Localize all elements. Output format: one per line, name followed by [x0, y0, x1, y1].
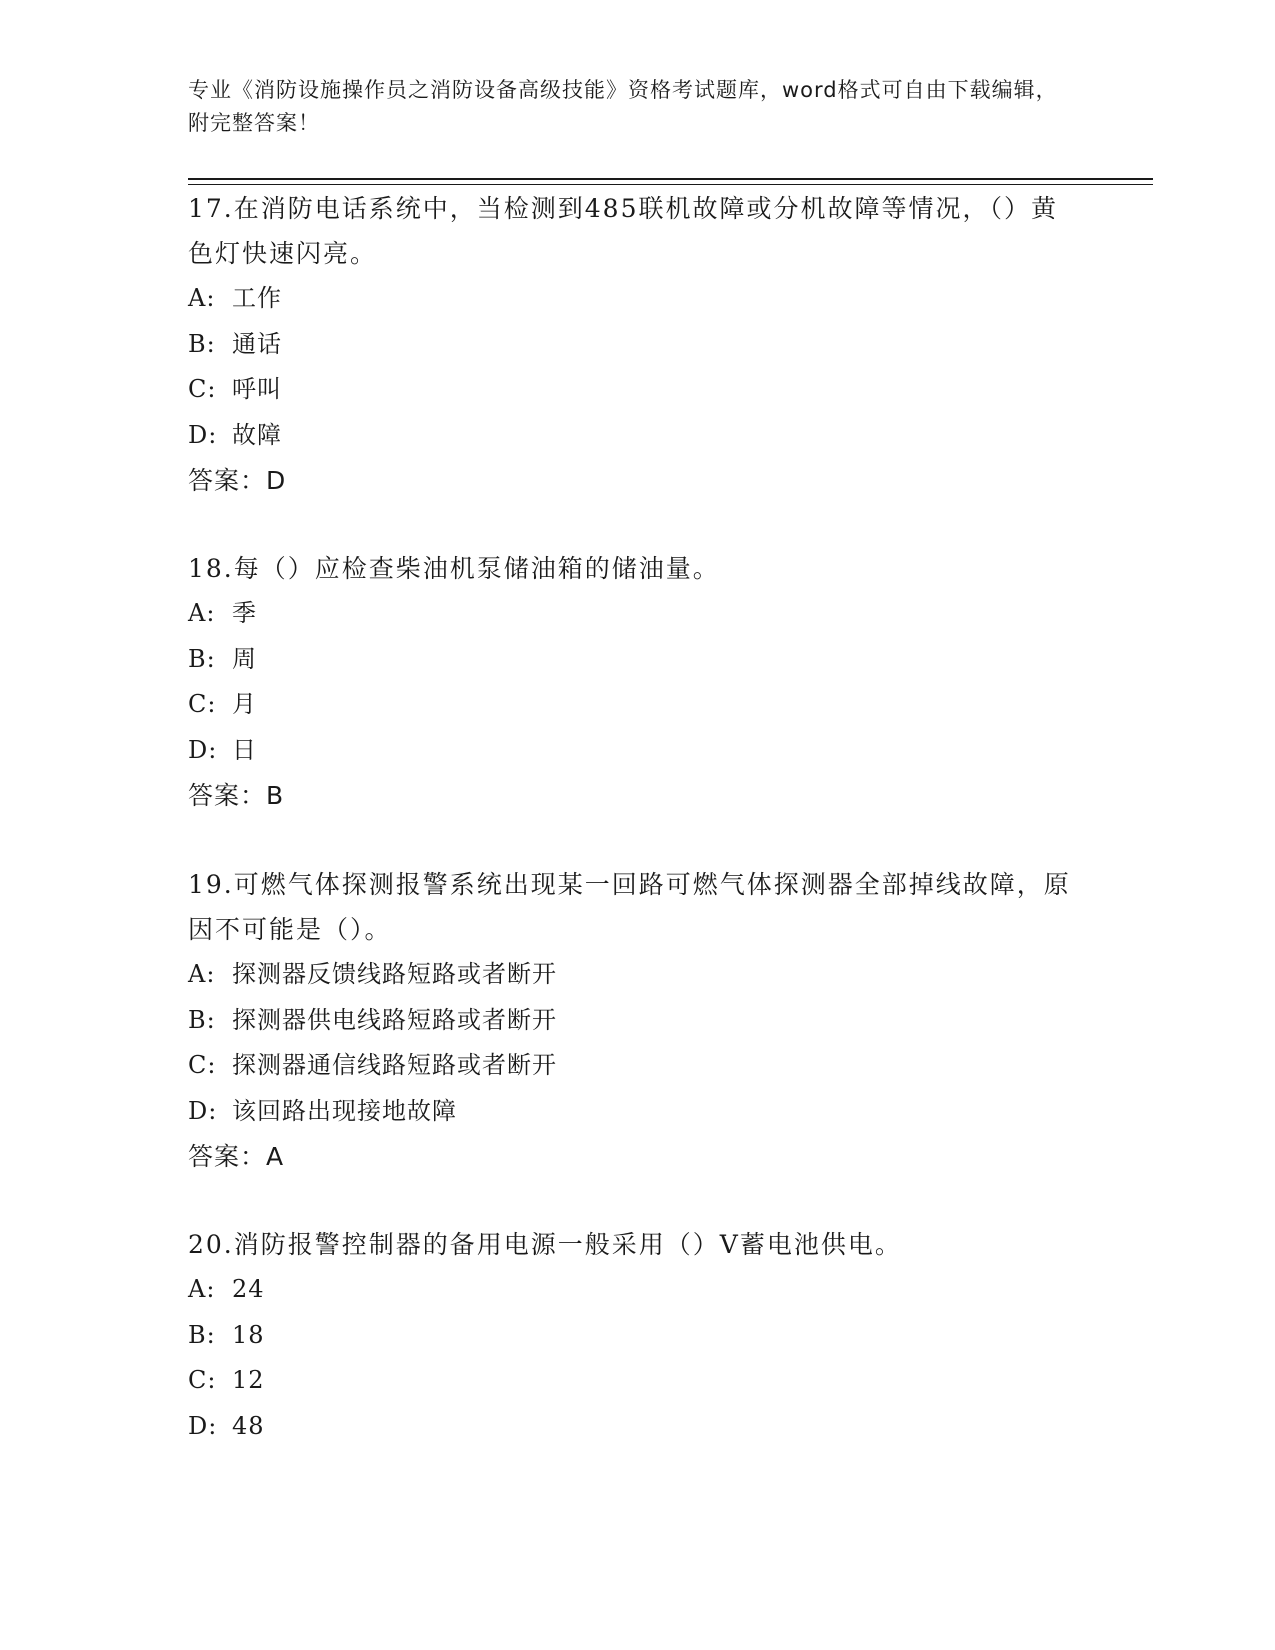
option-letter: A:	[188, 960, 216, 988]
document-header: 专业《消防设施操作员之消防设备高级技能》资格考试题库，word格式可自由下载编辑，附完整答案！	[188, 78, 1058, 135]
option-b	[188, 1313, 1078, 1359]
option-text: 通话	[232, 329, 282, 358]
question-19	[188, 862, 1078, 1179]
option-a	[188, 276, 1078, 322]
option-text: 故障	[232, 420, 282, 449]
question-stem: 19.可燃气体探测报警系统出现某一回路可燃气体探测器全部掉线故障，原因不可能是（）。	[188, 870, 1071, 944]
option-text: 24	[232, 1275, 265, 1303]
option-d	[188, 1404, 1078, 1450]
option-c	[188, 1358, 1078, 1404]
option-a	[188, 1267, 1078, 1313]
option-letter: A:	[188, 1275, 216, 1303]
question-18	[188, 546, 1078, 818]
option-b	[188, 998, 1078, 1044]
option-c	[188, 1043, 1078, 1089]
option-text: 季	[232, 599, 257, 627]
option-letter: D:	[188, 735, 218, 764]
question-stem: 20.消防报警控制器的备用电源一般采用（）V蓄电池供电。	[188, 1230, 902, 1259]
option-letter: C:	[188, 690, 217, 718]
option-letter: A:	[188, 284, 216, 312]
question-20	[188, 1222, 1078, 1449]
question-stem: 18.每（）应检查柴油机泵储油箱的储油量。	[188, 554, 720, 583]
answer-line: 答案：D	[188, 466, 287, 495]
option-d	[188, 1089, 1078, 1135]
option-b	[188, 322, 1078, 368]
option-letter: B:	[188, 1320, 216, 1349]
option-a	[188, 591, 1078, 637]
option-letter: B:	[188, 644, 216, 673]
option-text: 日	[232, 735, 257, 764]
option-letter: D:	[188, 420, 218, 449]
option-d	[188, 728, 1078, 774]
option-c	[188, 367, 1078, 413]
option-text: 探测器反馈线路短路或者断开	[232, 960, 557, 988]
option-text: 探测器供电线路短路或者断开	[232, 1005, 557, 1034]
header-divider-secondary	[188, 184, 1153, 185]
option-letter: D:	[188, 1096, 218, 1125]
option-letter: B:	[188, 1005, 216, 1034]
option-letter: C:	[188, 1366, 217, 1394]
option-d	[188, 413, 1078, 459]
option-b	[188, 637, 1078, 683]
option-letter: D:	[188, 1411, 218, 1440]
header-divider	[188, 178, 1153, 180]
question-stem: 17.在消防电话系统中，当检测到485联机故障或分机故障等情况，（）黄色灯快速闪亮。	[188, 194, 1058, 268]
answer-line: 答案：B	[188, 781, 285, 810]
option-text: 工作	[232, 284, 282, 312]
option-a	[188, 952, 1078, 998]
option-text: 12	[232, 1366, 265, 1394]
option-text: 周	[232, 644, 257, 673]
option-text: 该回路出现接地故障	[232, 1096, 457, 1125]
option-letter: A:	[188, 599, 216, 627]
option-text: 18	[232, 1320, 265, 1349]
answer-line: 答案：A	[188, 1142, 285, 1171]
option-letter: C:	[188, 375, 217, 403]
question-17	[188, 186, 1078, 503]
option-text: 呼叫	[232, 375, 282, 403]
option-text: 月	[232, 690, 257, 718]
option-letter: B:	[188, 329, 216, 358]
option-text: 探测器通信线路短路或者断开	[232, 1051, 557, 1079]
option-letter: C:	[188, 1051, 217, 1079]
option-c	[188, 682, 1078, 728]
option-text: 48	[232, 1411, 265, 1440]
